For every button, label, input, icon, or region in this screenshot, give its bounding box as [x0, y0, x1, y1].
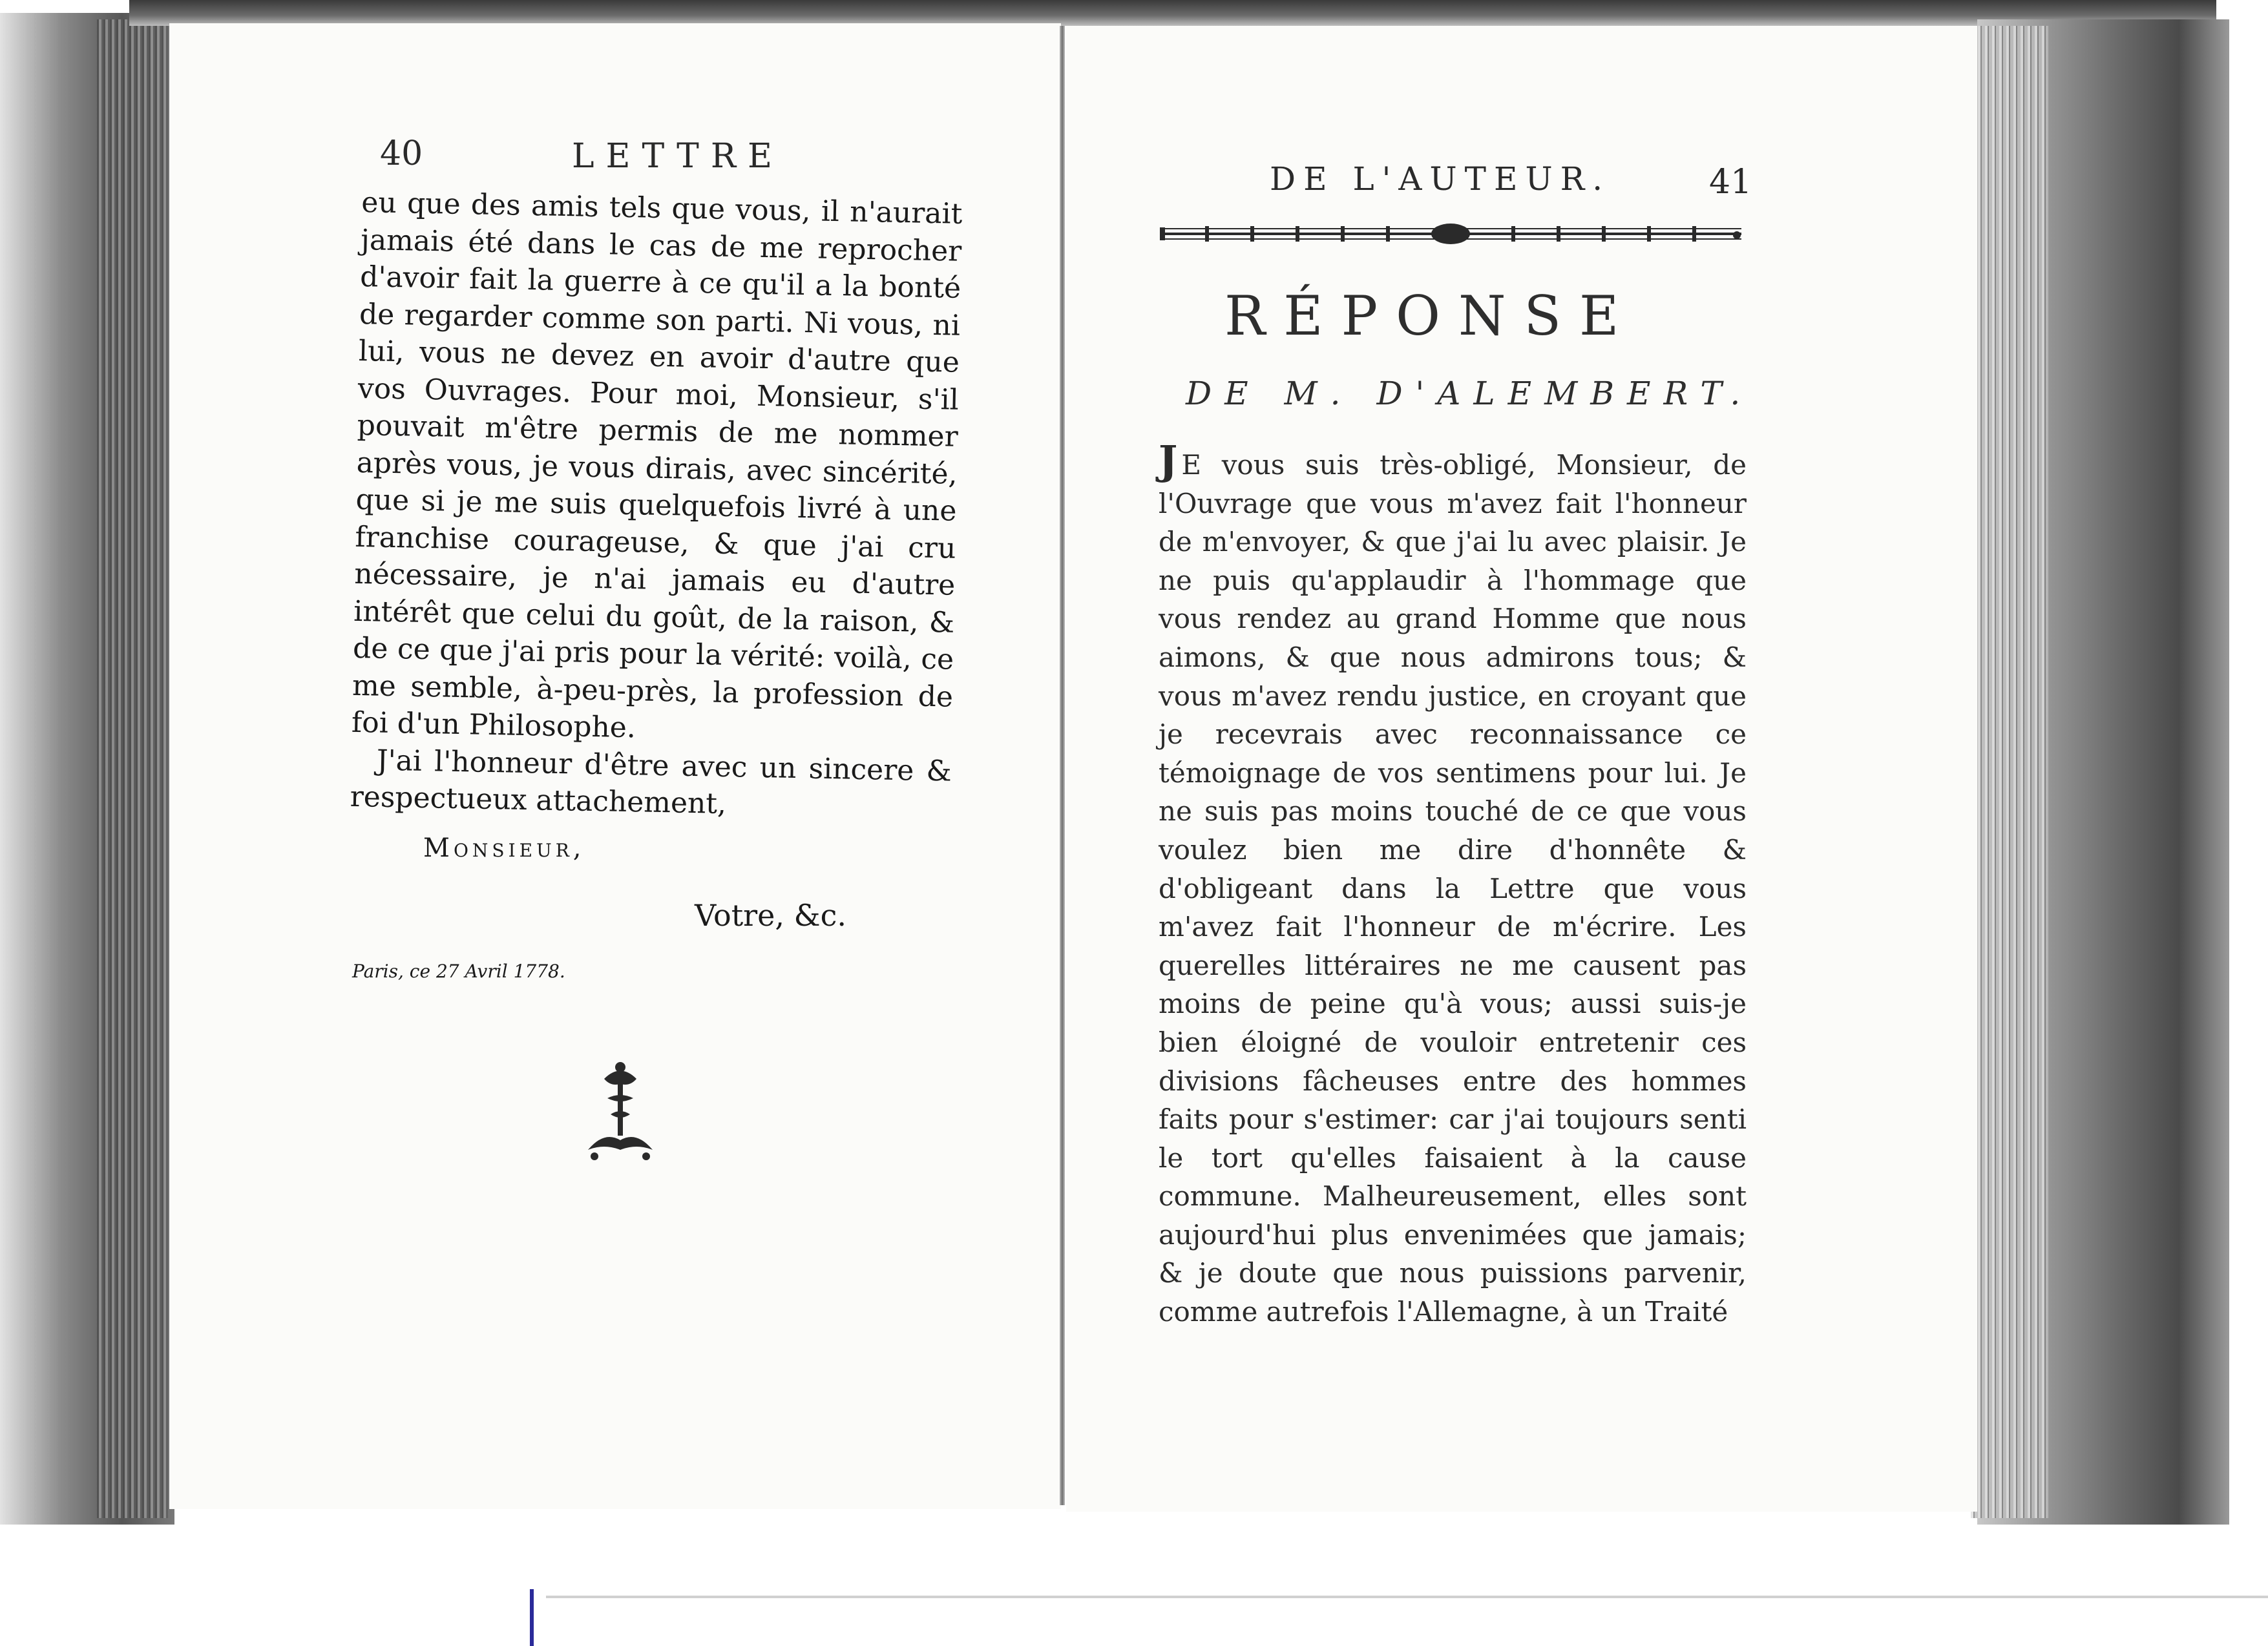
right-page-body [1159, 437, 1747, 1331]
bottom-margin [0, 1550, 2268, 1646]
left-paragraph: J'ai l'honneur d'être avec un sincere & respectueux attachement, [350, 744, 952, 820]
book-gutter [1060, 26, 1065, 1505]
drop-cap: J [1159, 437, 1178, 484]
ornamental-rule-icon [1160, 221, 1741, 247]
dateline: Paris, ce 27 Avril 1778. [352, 961, 565, 982]
salutation: Monsieur, [423, 833, 585, 863]
left-page-edges [97, 19, 168, 1518]
left-page-number: 40 [380, 134, 423, 173]
left-running-head: LETTRE [572, 137, 784, 176]
reponse-title: RÉPONSE [1224, 284, 1637, 348]
drop-cap-rest: E [1181, 449, 1202, 481]
reponse-subtitle: DE M. D'ALEMBERT. [1186, 375, 1754, 412]
closing: Votre, &c. [695, 898, 846, 933]
right-page-edges [1971, 26, 2048, 1518]
right-running-head: DE L'AUTEUR. [1270, 160, 1611, 198]
left-page-body [350, 184, 963, 827]
scanner-edge-mark [530, 1589, 534, 1646]
right-page-number: 41 [1709, 163, 1752, 202]
fleuron-ornament-icon [585, 1059, 656, 1163]
scanner-edge-line [546, 1596, 2268, 1598]
left-paragraph: eu que des amis tels que vous, il n'aurait jamais été dans le cas de me reprocher d'avoir fait la guerre à ce qu'il a la bonté de regarder comme son parti. Ni vous, ni lui, vous ne devez en avoir d'autre que vos Ouvrages. Pour moi, Monsieur, s'il pouvait m'être permis de me nommer après vous, je vous dirais, avec sincérité, que si je me suis quelquefois livré à une franchise courageuse, & que j'ai cru nécessaire, je n'ai jamais eu d'autre intérêt que celui du goût, de la raison, & de ce que j'ai pris pour la vérité: voilà, ce me semble, à-peu-près, la profession de foi d'un Philosophe. [351, 185, 963, 745]
right-paragraph [1159, 437, 1747, 1331]
top-shadow [129, 0, 2216, 26]
right-body-text: vous suis très-obligé, Monsieur, de l'Ouvrage que vous m'avez fait l'honneur de m'envoyer, & que j'ai lu avec plaisir. Je ne puis qu'applaudir à l'hommage que vous rendez au grand Homme que nous aimons, & que nous admirons tous; & vous m'avez rendu justice, en croyant que je recevrais avec reconnaissance ce témoignage de vos sentimens pour lui. Je ne suis pas moins touché de ce que vous voulez bien me dire d'honnête & d'obligeant dans la Lettre que vous m'avez fait l'honneur de m'écrire. Les querelles littéraires ne me causent pas moins de peine qu'à vous; aussi suis-je bien éloigné de vouloir entretenir ces divisions fâcheuses entre des hommes faits pour s'estimer: car j'ai toujours senti le tort qu'elles faisaient à la cause commune. Malheureusement, elles sont aujourd'hui plus envenimées que jamais; & je doute que nous puissions parvenir, comme autrefois l'Allemagne, à un Traité [1159, 449, 1747, 1328]
